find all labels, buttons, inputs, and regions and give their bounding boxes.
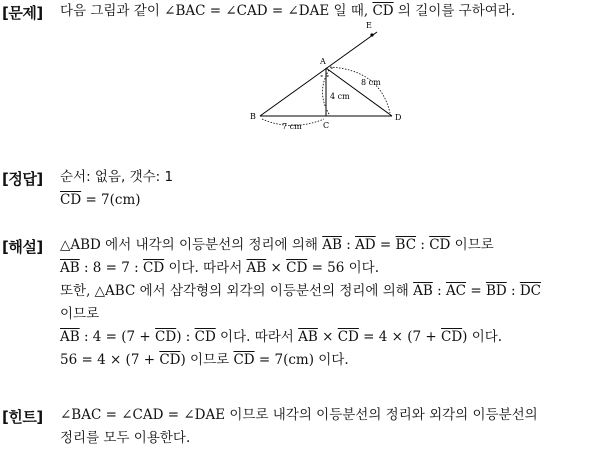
triangle-diagram <box>240 20 410 138</box>
hint-tag: [힌트] <box>2 408 43 426</box>
solution-line-6: $56 = 4 \times (7 + \overline{CD})$ 이므로 $\overline{CD} = 7(cm)$ 이다. <box>60 352 349 368</box>
label-d: D <box>395 113 402 122</box>
angle-mark-3: ∘ <box>330 64 334 72</box>
length-ad: 8 cm <box>361 78 381 87</box>
length-ac: 4 cm <box>330 92 350 101</box>
solution-line-2: $\overline{AB}$ : 8 = 7 : $\overline{CD}$ 이다. 따라서 $\overline{AB} \times \overline{CD} = 56$ 이다. <box>60 260 380 276</box>
solution-line-5: $\overline{AB}$ : $4 = (7 + \overline{CD})$ : $\overline{CD}$ 이다. 따라서 $\overline{AB} \times \overline{CD} = 4 \times (7 + \overline{CD})$ 이다. <box>60 329 503 345</box>
point-e <box>370 33 373 36</box>
triangle-figure <box>240 20 410 138</box>
solution-line-4: 이므로 <box>60 306 100 322</box>
angle-mark-1: ∘ <box>320 72 324 80</box>
arc-ad <box>330 67 390 113</box>
label-b: B <box>250 112 256 121</box>
length-bc: 7 cm <box>282 122 302 131</box>
answer-line-2: $\overline{CD} = 7(cm)$ <box>60 192 141 208</box>
angle-mark-2: ∘ <box>326 72 330 80</box>
answer-line-1: 순서: 없음, 갯수: 1 <box>60 169 174 185</box>
answer-tag: [정답] <box>2 170 43 188</box>
solution-line-1: △ABD 에서 내각의 이등분선의 정리에 의해 $\overline{AB}$ : $\overline{AD} = \overline{BC}$ : $\overline{CD}$ 이므로 <box>60 237 494 253</box>
hint-line-1: ∠BAC = ∠CAD = ∠DAE 이므로 내각의 이등분선의 정리와 외각의 이등분선의 <box>60 407 538 423</box>
label-e: E <box>366 21 372 30</box>
label-c: C <box>323 121 330 130</box>
solution-tag: [해설] <box>2 238 43 256</box>
problem-tag: [문제] <box>2 4 43 22</box>
solution-line-3: 또한, △ABC 에서 삼각형의 외각의 이등분선의 정리에 의해 $\overline{AB}$ : $\overline{AC} = \overline{BD}$ : $\overline{DC}$ <box>60 283 541 299</box>
hint-line-2: 정리를 모두 이용한다. <box>60 430 191 446</box>
label-a: A <box>320 57 326 66</box>
problem-text: 다음 그림과 같이 ∠BAC = ∠CAD = ∠DAE 일 때, $\overline{CD}$ 의 길이를 구하여라. <box>60 3 516 19</box>
